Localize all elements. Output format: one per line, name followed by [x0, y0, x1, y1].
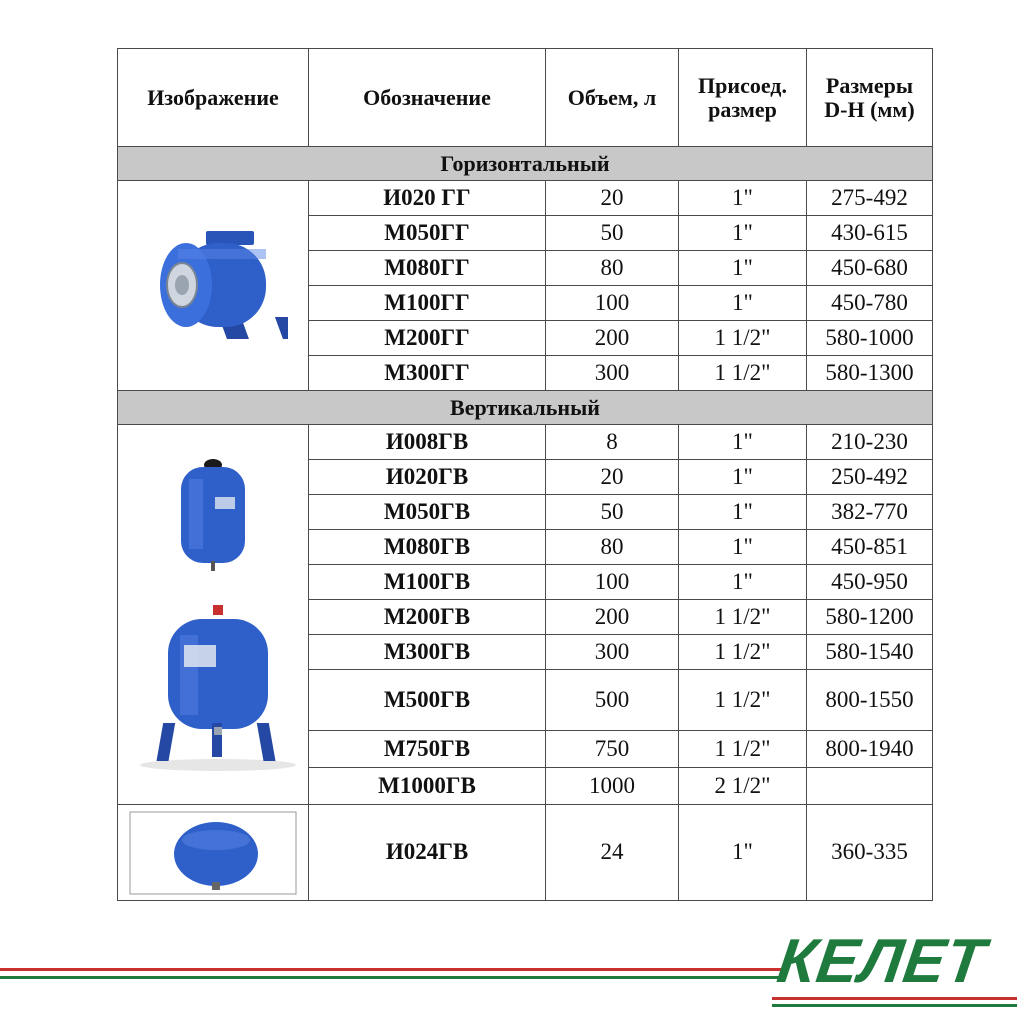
- volume-cell: 50: [546, 216, 679, 251]
- footer-stripe-green: [0, 976, 785, 979]
- volume-cell: 8: [546, 425, 679, 460]
- code-cell: М100ГГ: [309, 286, 546, 321]
- size-cell: 250-492: [807, 460, 933, 495]
- volume-cell: 50: [546, 495, 679, 530]
- connection-cell: 1": [679, 805, 807, 901]
- logo-underline-red: [772, 997, 1017, 1000]
- header-dimensions-line2: D-H (мм): [824, 96, 915, 122]
- header-code: Обозначение: [309, 49, 546, 147]
- header-connection-line2: размер: [708, 96, 777, 122]
- flat-tank-icon: [128, 810, 298, 896]
- vertical-small-tank-icon: [173, 455, 253, 575]
- connection-cell: 1 1/2": [679, 600, 807, 635]
- logo-underline-green: [772, 1004, 1017, 1007]
- connection-cell: 1": [679, 530, 807, 565]
- size-cell: 382-770: [807, 495, 933, 530]
- code-cell: М050ГГ: [309, 216, 546, 251]
- brand-logo: КЕЛЕТ: [773, 927, 990, 996]
- volume-cell: 20: [546, 460, 679, 495]
- header-volume: Объем, л: [546, 49, 679, 147]
- horizontal-tank-icon: [138, 221, 288, 351]
- size-cell: 580-1540: [807, 635, 933, 670]
- code-cell: И020 ГГ: [309, 181, 546, 216]
- section-row-vertical: [118, 391, 933, 425]
- size-cell: 210-230: [807, 425, 933, 460]
- section-title-vertical: Вертикальный: [118, 391, 933, 425]
- connection-cell: 1 1/2": [679, 670, 807, 731]
- footer-stripe-red: [0, 968, 785, 971]
- image-cell-flat: [118, 805, 309, 901]
- size-cell: 450-680: [807, 251, 933, 286]
- volume-cell: 300: [546, 356, 679, 391]
- connection-cell: 1": [679, 460, 807, 495]
- image-cell-horizontal: [118, 181, 309, 391]
- code-cell: М300ГВ: [309, 635, 546, 670]
- section-title-horizontal: Горизонтальный: [118, 147, 933, 181]
- connection-cell: 1": [679, 286, 807, 321]
- volume-cell: 1000: [546, 768, 679, 805]
- connection-cell: 1 1/2": [679, 731, 807, 768]
- size-cell: 800-1940: [807, 731, 933, 768]
- code-cell: М200ГГ: [309, 321, 546, 356]
- code-cell: М750ГВ: [309, 731, 546, 768]
- volume-cell: 500: [546, 670, 679, 731]
- connection-cell: 1 1/2": [679, 635, 807, 670]
- code-cell: И008ГВ: [309, 425, 546, 460]
- connection-cell: 1 1/2": [679, 356, 807, 391]
- size-cell: 360-335: [807, 805, 933, 901]
- connection-cell: 1": [679, 251, 807, 286]
- section-row-horizontal: [118, 147, 933, 181]
- volume-cell: 20: [546, 181, 679, 216]
- connection-cell: 1": [679, 425, 807, 460]
- code-cell: И024ГВ: [309, 805, 546, 901]
- header-dimensions: [807, 49, 933, 147]
- code-cell: М1000ГВ: [309, 768, 546, 805]
- volume-cell: 100: [546, 565, 679, 600]
- volume-cell: 80: [546, 251, 679, 286]
- image-cell-vertical: [118, 425, 309, 805]
- header-row: [118, 49, 933, 147]
- size-cell: 430-615: [807, 216, 933, 251]
- size-cell: 580-1200: [807, 600, 933, 635]
- volume-cell: 100: [546, 286, 679, 321]
- code-cell: М050ГВ: [309, 495, 546, 530]
- size-cell: 450-851: [807, 530, 933, 565]
- table-row: [118, 425, 933, 460]
- code-cell: М300ГГ: [309, 356, 546, 391]
- code-cell: М100ГВ: [309, 565, 546, 600]
- size-cell: 580-1300: [807, 356, 933, 391]
- size-cell: 800-1550: [807, 670, 933, 731]
- code-cell: М080ГВ: [309, 530, 546, 565]
- volume-cell: 750: [546, 731, 679, 768]
- header-connection: [679, 49, 807, 147]
- connection-cell: 2 1/2": [679, 768, 807, 805]
- header-connection-line1: Присоед.: [698, 73, 787, 99]
- code-cell: М080ГГ: [309, 251, 546, 286]
- connection-cell: 1 1/2": [679, 321, 807, 356]
- header-image: Изображение: [118, 49, 309, 147]
- volume-cell: 24: [546, 805, 679, 901]
- size-cell: 275-492: [807, 181, 933, 216]
- table-row: [118, 805, 933, 901]
- size-cell: [807, 768, 933, 805]
- volume-cell: 300: [546, 635, 679, 670]
- connection-cell: 1": [679, 181, 807, 216]
- connection-cell: 1": [679, 216, 807, 251]
- volume-cell: 200: [546, 321, 679, 356]
- size-cell: 450-950: [807, 565, 933, 600]
- code-cell: М200ГВ: [309, 600, 546, 635]
- vertical-large-tank-icon: [128, 605, 298, 775]
- spec-table: [117, 48, 933, 901]
- table-row: [118, 181, 933, 216]
- volume-cell: 80: [546, 530, 679, 565]
- connection-cell: 1": [679, 565, 807, 600]
- connection-cell: 1": [679, 495, 807, 530]
- size-cell: 450-780: [807, 286, 933, 321]
- code-cell: М500ГВ: [309, 670, 546, 731]
- size-cell: 580-1000: [807, 321, 933, 356]
- volume-cell: 200: [546, 600, 679, 635]
- code-cell: И020ГВ: [309, 460, 546, 495]
- header-dimensions-line1: Размеры: [825, 73, 914, 99]
